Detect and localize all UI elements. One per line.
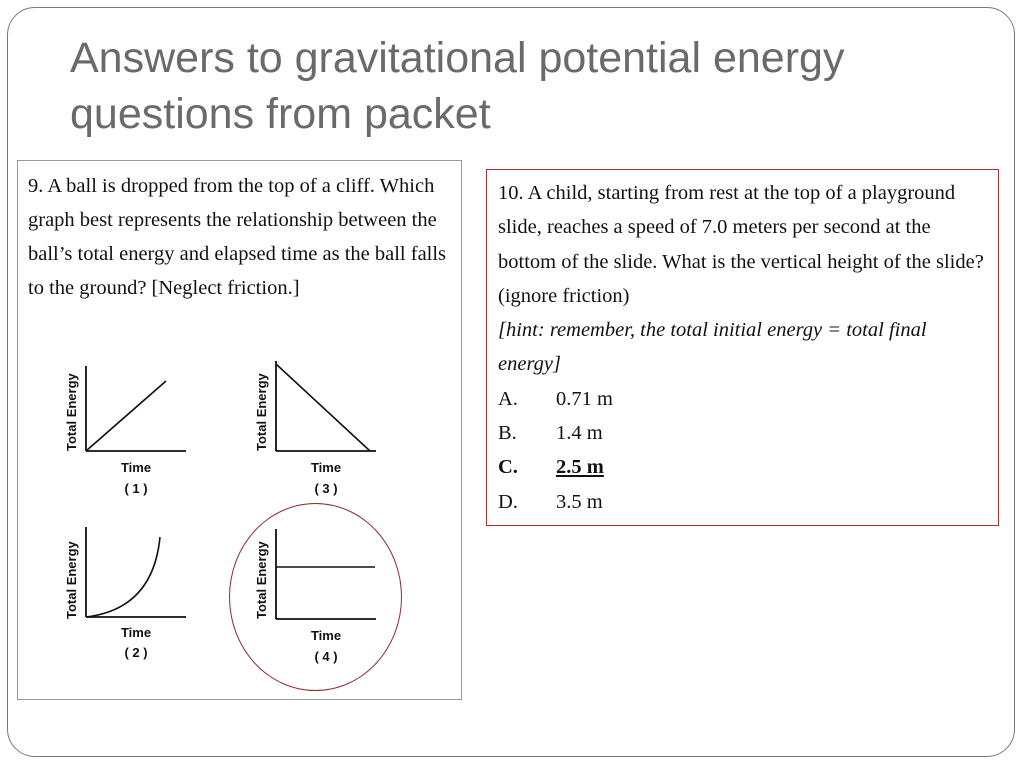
- option-d-value: 3.5 m: [556, 490, 603, 513]
- graph-2-xlabel: Time: [120, 625, 152, 640]
- graph-4-xlabel: Time: [310, 628, 342, 643]
- graph-1-ylabel: Total Energy: [64, 373, 79, 451]
- option-a: [498, 382, 993, 416]
- graph-4-ylabel: Total Energy: [254, 541, 269, 619]
- graph-1-number: ( 1 ): [124, 481, 148, 496]
- option-c-correct: [498, 450, 993, 484]
- question-9-text: 9. A ball is dropped from the top of a cliff. Which graph best represents the relationship between the ball’s total energy and elapsed time as the ball falls to the ground? [Neglect friction.]: [28, 175, 447, 299]
- question-10-content: [498, 176, 993, 519]
- graph-3-xlabel: Time: [310, 460, 342, 475]
- graph-2-ylabel: Total Energy: [64, 541, 79, 619]
- option-b: [498, 416, 993, 450]
- graph-3-number: ( 3 ): [314, 481, 338, 496]
- slide-title: [70, 30, 970, 142]
- option-a-value: 0.71 m: [556, 387, 613, 410]
- graph-1: [58, 356, 198, 501]
- graph-2-number: ( 2 ): [124, 645, 148, 660]
- graph-1-xlabel: Time: [120, 460, 152, 475]
- option-d: [498, 485, 993, 519]
- title-line-2: questions from packet: [70, 90, 491, 138]
- graph-4-number: ( 4 ): [314, 649, 338, 664]
- title-line-1: Answers to gravitational potential energy: [70, 34, 845, 82]
- graph-3-curve: [276, 364, 370, 451]
- graph-3-ylabel: Total Energy: [254, 373, 269, 451]
- option-c-letter: C.: [498, 456, 518, 479]
- answer-circle-mark: [229, 503, 402, 691]
- question-10-text: 10. A child, starting from rest at the top of a playground slide, reaches a speed of 7.0 meters per second at the bottom of the slide. What is the vertical height of the slide? (ignore friction): [498, 182, 984, 307]
- graph-1-curve: [86, 381, 166, 451]
- question-10-box: [486, 169, 999, 526]
- option-a-letter: A.: [498, 387, 518, 410]
- question-10-hint: [hint: remember, the total initial energy = total final energy]: [498, 319, 927, 376]
- graph-3: [248, 356, 388, 501]
- option-d-letter: D.: [498, 490, 518, 513]
- option-b-letter: B.: [498, 422, 517, 445]
- option-b-value: 1.4 m: [556, 422, 603, 445]
- option-c-value: 2.5 m: [556, 456, 604, 479]
- graph-2-curve: [86, 537, 160, 617]
- graph-2: [58, 519, 198, 664]
